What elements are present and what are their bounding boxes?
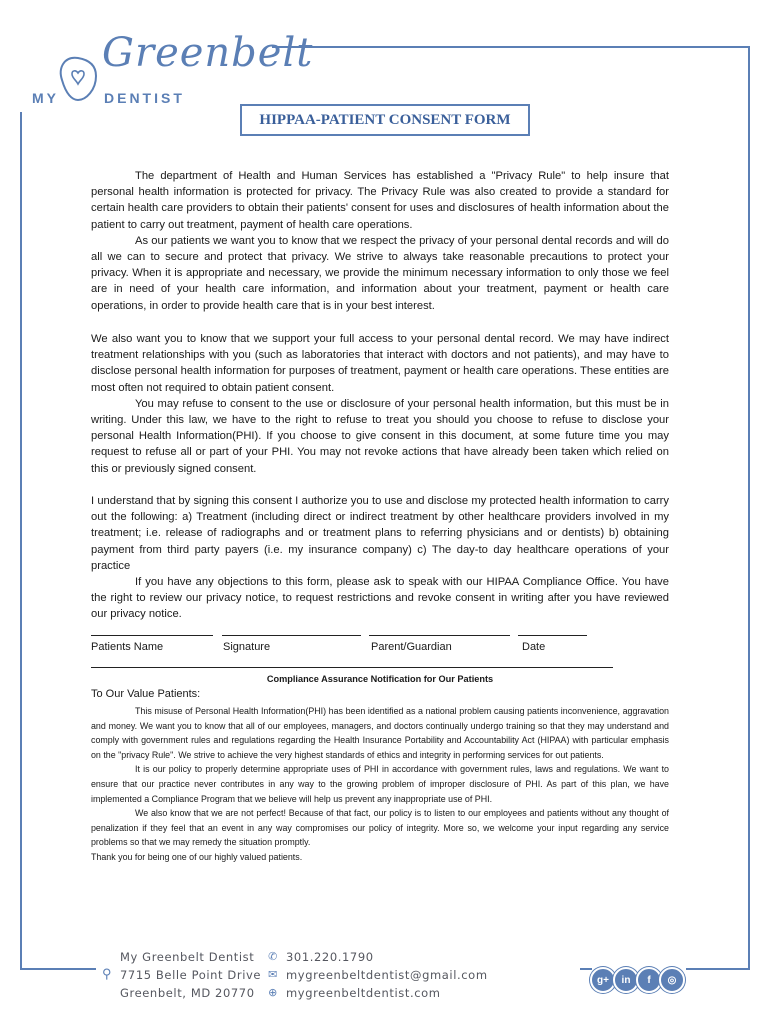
- google-plus-icon[interactable]: g+: [590, 967, 616, 993]
- paragraph: Thank you for being one of our highly valued patients.: [91, 851, 303, 862]
- intro-section: [91, 168, 669, 314]
- logo-dentist-text: DENTIST: [104, 90, 185, 106]
- logo-my-text: MY: [32, 90, 59, 106]
- access-section: [91, 331, 669, 477]
- signature-field[interactable]: [222, 635, 361, 636]
- authorization-section: [91, 493, 669, 623]
- notice-title: Compliance Assurance Notification for Our Patients: [266, 674, 494, 684]
- patient-name-label: Patients Name: [91, 641, 164, 653]
- frame-bottom-line: [686, 968, 750, 970]
- divider: [91, 667, 613, 668]
- website-link[interactable]: mygreenbeltdentist.com: [286, 986, 441, 1000]
- facebook-icon[interactable]: f: [636, 967, 662, 993]
- guardian-field[interactable]: [369, 635, 510, 636]
- paragraph: If you have any objections to this form, please ask to speak with our HIPAA Compliance Office. You have the right to review our privacy notice, to request restrictions and revoke consent in writing after you have reviewed our privacy notice.: [91, 576, 669, 621]
- frame-top-line: [272, 46, 750, 48]
- footer-address: [120, 948, 261, 1002]
- globe-icon: ⊕: [268, 986, 278, 999]
- instagram-icon[interactable]: ◎: [659, 967, 685, 993]
- signature-label: Signature: [223, 641, 271, 653]
- location-pin-icon: ⚲: [102, 966, 112, 981]
- date-field[interactable]: [518, 635, 587, 636]
- paragraph: As our patients we want you to know that we respect the privacy of your personal dental records and will do all we can to secure and protect that privacy. We strive to always take reasonable precautions to protect your privacy. When it is appropriate and necessary, we provide the minimum necessary information to only those we feel are in need of your health care information, and information about your treatment, payment or health care operations, in order to provide health care that is in your best interest.: [91, 234, 669, 312]
- patient-name-field[interactable]: [91, 635, 213, 636]
- phone-number[interactable]: 301.220.1790: [286, 950, 374, 964]
- email-link[interactable]: mygreenbeltdentist@gmail.com: [286, 968, 488, 982]
- notice-greeting: To Our Value Patients:: [91, 688, 201, 700]
- paragraph: It is our policy to properly determine appropriate uses of PHI in accordance with government rules, laws and regulations. We want to ensure that our practice never contributes in any way to the growing problem of improper disclosure of PHI. As part of this plan, we have implemented a Compliance Program that we believe will help us prevent any inappropriate use of PHI.: [91, 764, 669, 804]
- mail-icon: ✉: [268, 968, 278, 981]
- paragraph: We also know that we are not perfect! Because of that fact, our policy is to listen to our employees and patients without any thought of penalization if they feel that an event in any way compromises our policy of integrity. More so, we welcome your input regarding any service problems so that we may remedy the situation promptly.: [91, 808, 669, 848]
- form-title: HIPPAA-PATIENT CONSENT FORM: [240, 104, 530, 136]
- frame-bottom-line: [20, 968, 96, 970]
- date-label: Date: [522, 641, 546, 653]
- notice-body: [91, 704, 669, 865]
- footer-contact: [266, 948, 488, 1002]
- city-address: Greenbelt, MD 20770: [120, 986, 255, 1000]
- street-address: 7715 Belle Point Drive: [120, 968, 262, 982]
- paragraph: I understand that by signing this consent I authorize you to use and disclose my protected health information to carry out the following: a) Treatment (including direct or indirect treatment by other healthcare providers involved in my treatment; i.e. release of radiographs and or treatment plans to referring physicians and or dentists) b) obtaining payment from third party payers (i.e. my insurance company) c) The day-to day healthcare operations of your practice: [91, 495, 669, 572]
- tooth-logo-icon: [56, 54, 100, 104]
- brand-logo: [22, 20, 314, 120]
- frame-left-line: [20, 112, 22, 970]
- frame-right-line: [748, 46, 750, 970]
- frame-bottom-line: [580, 968, 592, 970]
- logo-script-text: Greenbelt: [102, 30, 314, 76]
- guardian-label: Parent/Guardian: [371, 641, 452, 653]
- paragraph: You may refuse to consent to the use or disclosure of your personal health information, but this must be in writing. Under this law, we have to the right to refuse to treat you should you choose to refuse to disclose your personal Health Information(PHI). If you choose to give consent in this document, at some future time you may request to refuse all or part of your PHI. You may not revoke actions that have already been taken which relied on this or previously signed consent.: [91, 397, 669, 475]
- phone-icon: ✆: [268, 950, 278, 963]
- paragraph: The department of Health and Human Services has established a "Privacy Rule" to help insure that personal health information is protected for privacy. The Privacy Rule was also created to provide a standard for certain health care providers to obtain their patients' consent for uses and disclosures of health information about the patient to carry out treatment, payment of health care operations.: [91, 170, 669, 231]
- linkedin-icon[interactable]: in: [613, 967, 639, 993]
- practice-name: My Greenbelt Dentist: [120, 950, 255, 964]
- paragraph: We also want you to know that we support your full access to your personal dental record. We may have indirect treatment relationships with you (such as laboratories that interact with doctors and not patients), and may have to disclose personal health information for purposes of treatment, payment or health care operations. These entities are most often not required to obtain patient consent.: [91, 333, 669, 394]
- paragraph: This misuse of Personal Health Information(PHI) has been identified as a national problem causing patients inconvenience, aggravation and money. We want you to know that all of our employees, managers, and doctors continually undergo training so that they may understand and comply with government rules and regulations regarding the Health Insurance Portability and Accountability Act (HIPAA) with particular emphasis on the "privacy Rule". We strive to achieve the very highest standards of ethics and integrity in performing services for out patients.: [91, 706, 669, 760]
